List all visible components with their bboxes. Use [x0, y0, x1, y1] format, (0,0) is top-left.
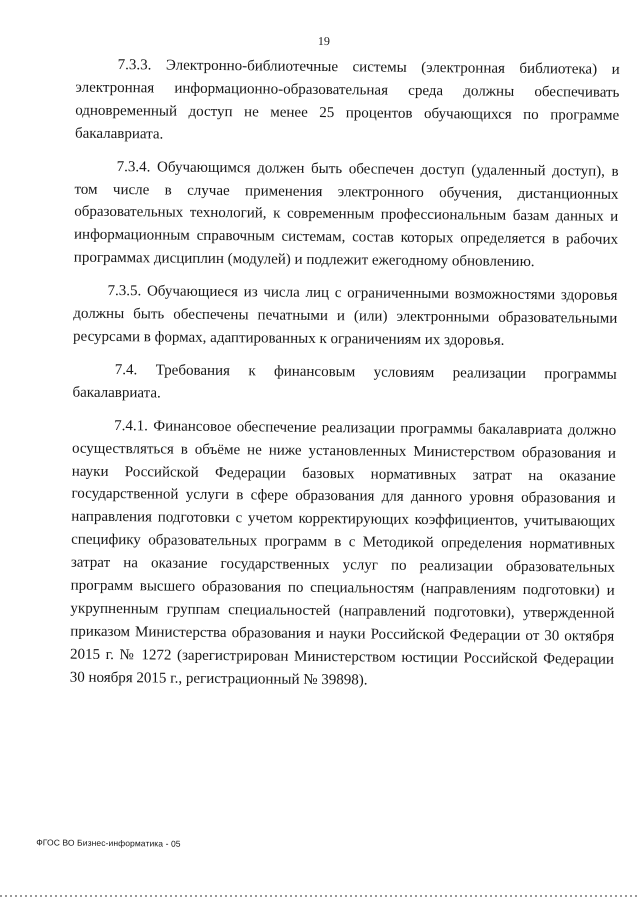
page-number: 19 — [317, 33, 330, 49]
document-footer: ФГОС ВО Бизнес-информатика - 05 — [36, 837, 181, 849]
document-body — [70, 54, 620, 695]
paragraph-7-4-1: 7.4.1. Финансовое обеспечение реализации программы бакалавриата должно осуществляться в объёме не ниже установленных Министерством образования и науки Российской Федерации базовых нормативных затрат на оказание государственной услуги в сфере образования для данного уровня образования и направления подготовки с учетом корректирующих коэффициентов, учитывающих специфику образовательных программ в с Методикой определения нормативных затрат на оказание государственных услуг по реализации образовательных программ высшего образования по специальностям (направлениям подготовки) и укрупненным группам специальностей (направлений подготовки), утвержденной приказом Министерства образования и науки Российской Федерации от 30 октября 2015 г. № 1272 (зарегистрирован Министерством юстиции Российской Федерации 30 ноября 2015 г., регистрационный № 39898). — [69, 417, 617, 689]
section-heading-7-4: 7.4. Требования к финансовым условиям реализации программы бакалавриата. — [72, 361, 617, 402]
paragraph-7-3-5: 7.3.5. Обучающиеся из числа лиц с ограниченными возможностями здоровья должны быть обеспечены печатными и (или) электронными образовательными ресурсами в формах, адаптированных к ограничениям их здоровья. — [73, 283, 618, 349]
paragraph-7-3-4: 7.3.4. Обучающимся должен быть обеспечен доступ (удаленный доступ), в том числе в случае применения электронного обучения, дистанционных образовательных технологий, к современным профессиональным базам данных и информационным справочным системам, состав которых определяется в рабочих программах дисциплин (модулей) и подлежит ежегодному обновлению. — [73, 158, 619, 271]
paragraph-7-3-3: 7.3.3. Электронно-библиотечные системы (электронная библиотека) и электронная информационно-образовательная среда должны обеспечивать одновременный доступ не менее 25 процентов обучающихся по программе бакалавриата. — [74, 57, 620, 143]
scan-edge-line — [0, 895, 640, 897]
